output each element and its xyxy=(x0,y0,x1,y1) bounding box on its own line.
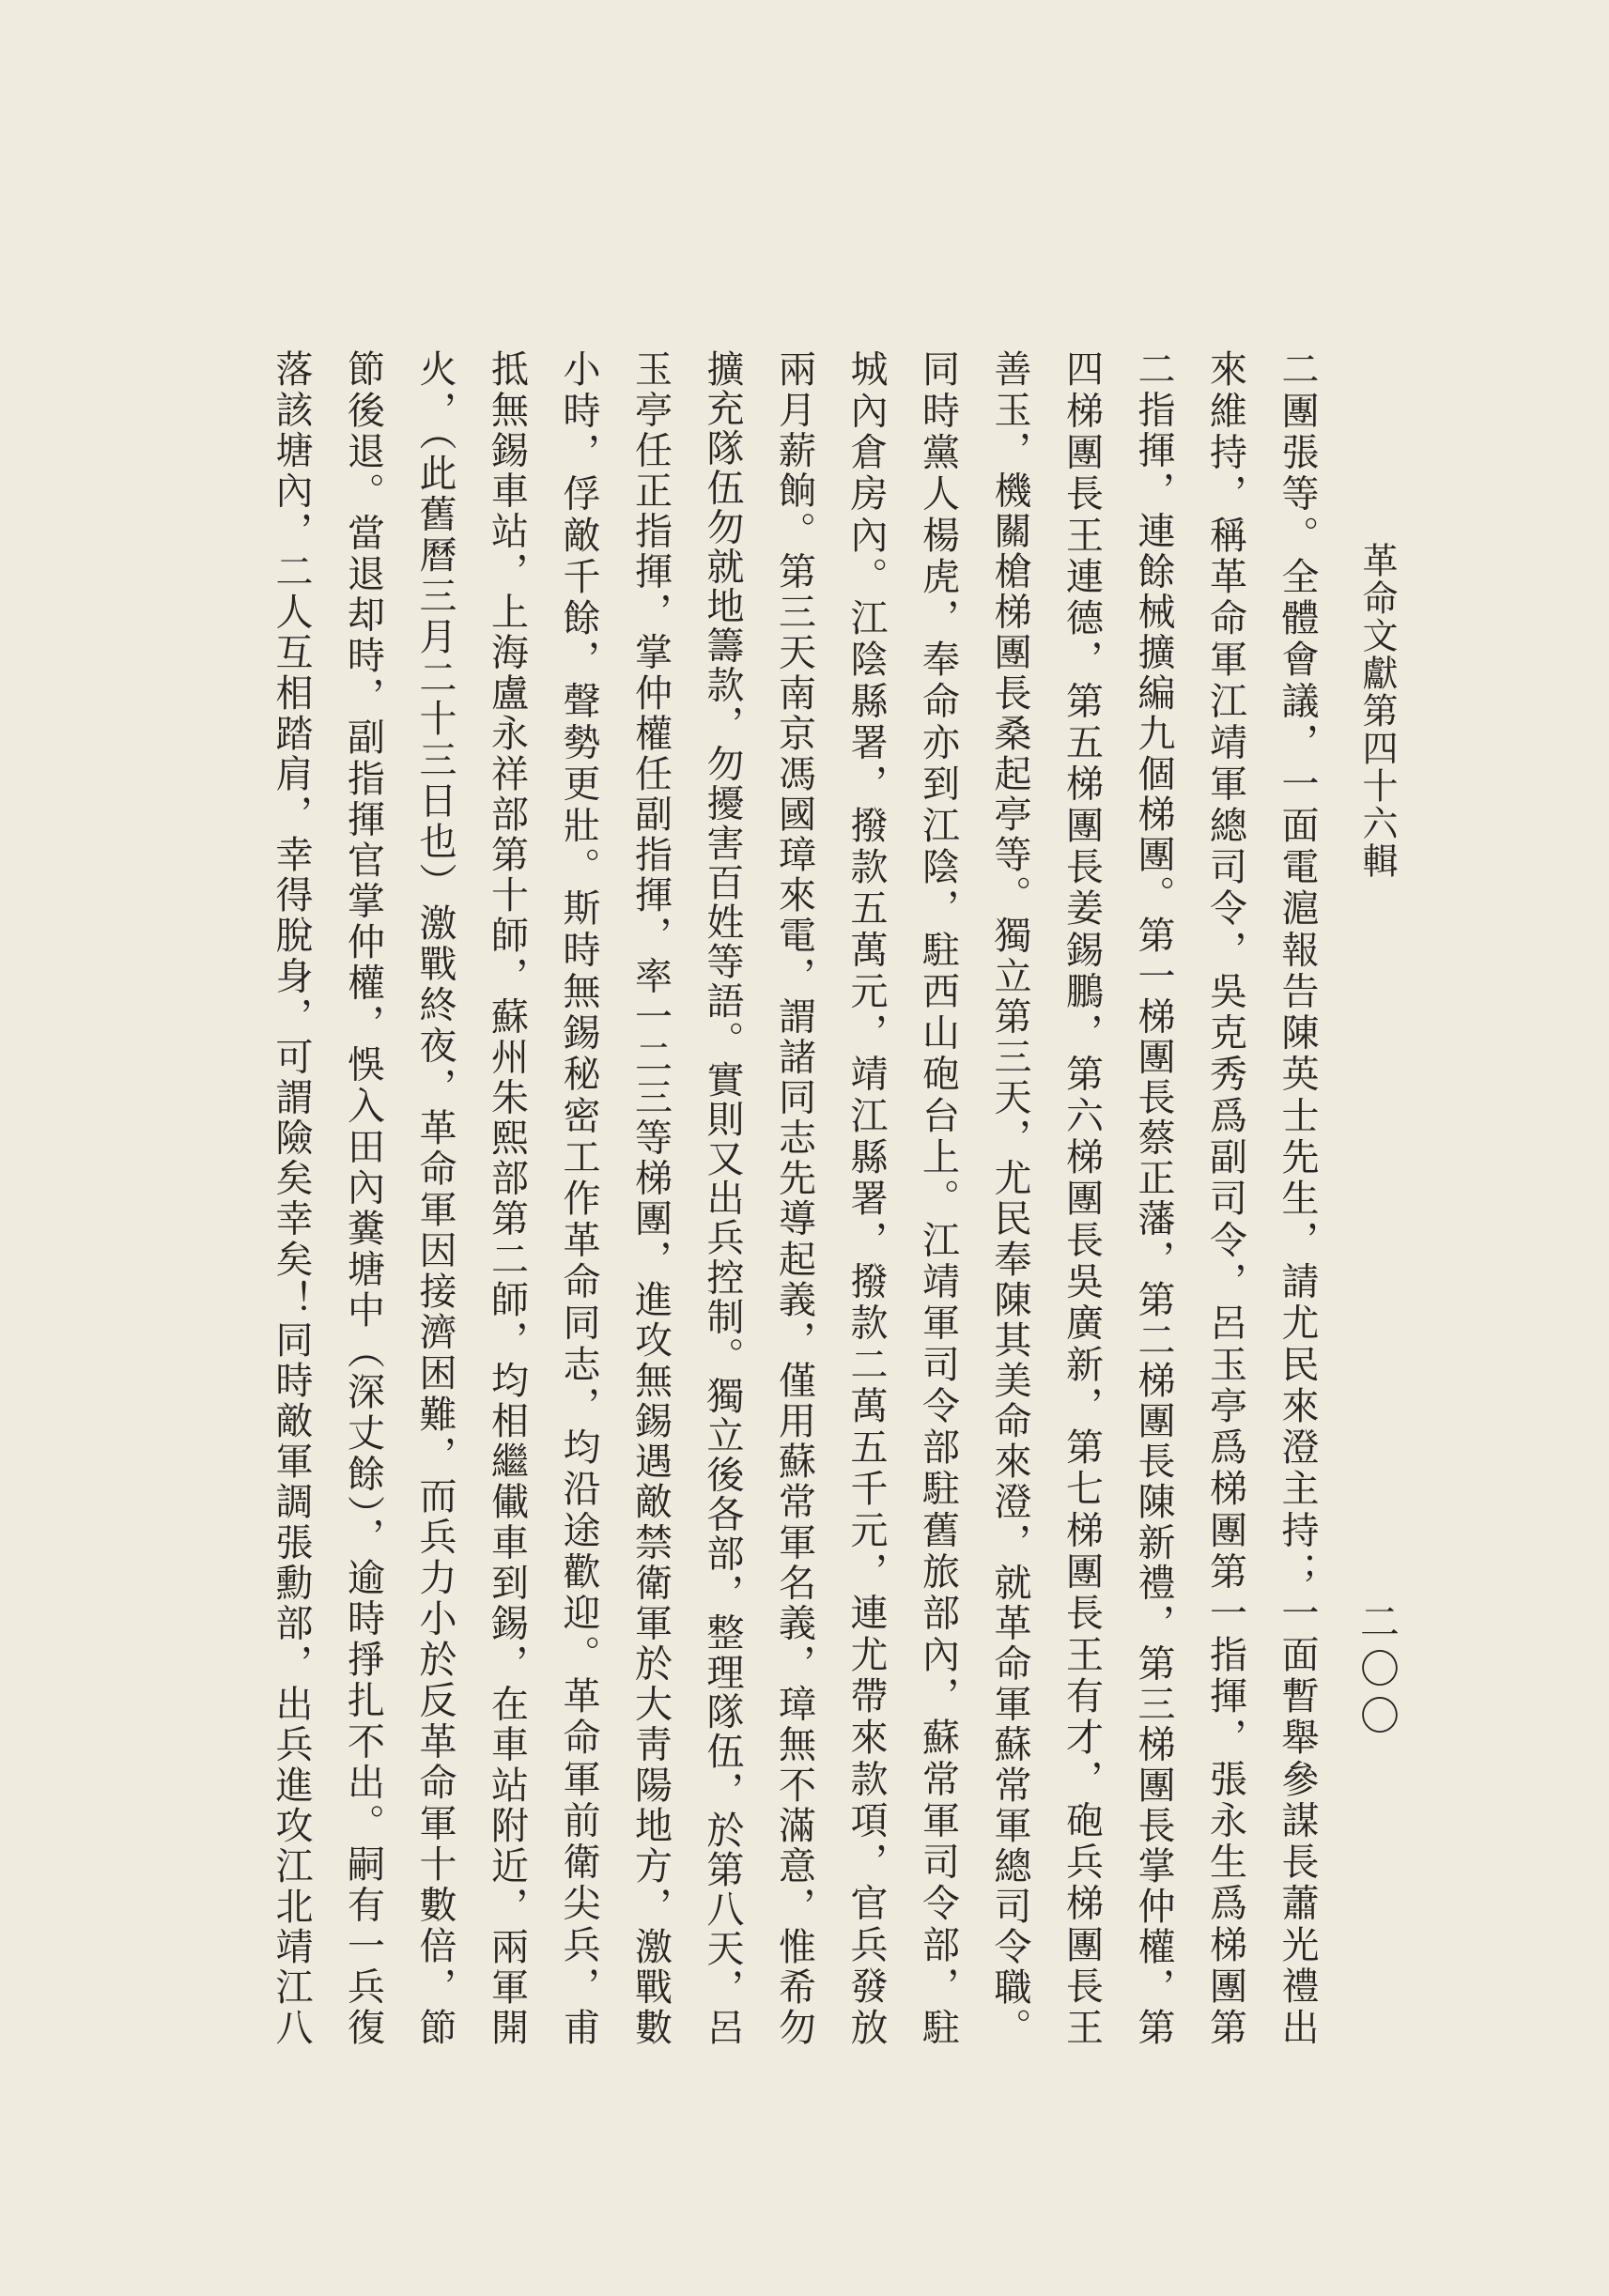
text-column: 來維持，稱革命軍江靖軍總司令，吳克秀爲副司令，呂玉亭爲梯團第一指揮，張永生爲梯團第 xyxy=(1203,349,1247,2045)
text-column: 節後退。當退却時，副指揮官掌仲權，悞入田內糞塘中（深丈餘），逾時掙扎不出。嗣有一兵復 xyxy=(341,349,385,2045)
text-column: 兩月薪餉。第三天南京馮國璋來電，謂諸同志先導起義，僅用蘇常軍名義，璋無不滿意，惟希勿 xyxy=(772,349,816,2045)
text-column: 城內倉房內。江陰縣署，撥款五萬元，靖江縣署，撥款二萬五千元，連尤帶來款項，官兵發放 xyxy=(844,349,888,2045)
book-title: 革命文獻第四十六輯 xyxy=(1356,542,1398,880)
text-column: 二團張等。全體會議，一面電滬報告陳英士先生，請尤民來澄主持；一面暫舉參謀長蕭光禮出 xyxy=(1276,349,1319,2045)
text-column: 同時黨人楊虎，奉命亦到江陰，駐西山砲台上。江靖軍司令部駐舊旅部內，蘇常軍司令部，駐 xyxy=(916,349,960,2045)
page-number: 二〇〇 xyxy=(1354,1601,1400,1742)
text-column: 抵無錫車站，上海盧永祥部第十師，蘇州朱熙部第二師，均相繼儎車到錫，在車站附近，兩軍開 xyxy=(485,349,529,2045)
text-column: 二指揮，連餘械擴編九個梯團。第一梯團長蔡正藩，第二梯團長陳新禮，第三梯團長掌仲權，第 xyxy=(1132,349,1175,2045)
text-column: 四梯團長王連德，第五梯團長姜錫鵬，第六梯團長吳廣新，第七梯團長王有才，砲兵梯團長王 xyxy=(1060,349,1104,2045)
body-text xyxy=(255,349,1333,2045)
text-column: 小時，俘敵千餘，聲勢更壯。斯時無錫秘密工作革命同志，均沿途歡迎。革命軍前衛尖兵，甫 xyxy=(557,349,600,2045)
text-column: 落該塘內，二人互相踏肩，幸得脫身，可謂險矣幸矣！同時敵軍調張勳部，出兵進攻江北靖江八 xyxy=(270,349,313,2045)
text-column: 玉亭任正指揮，掌仲權任副指揮，率一二三等梯團，進攻無錫遇敵禁衛軍於大靑陽地方，激戰數 xyxy=(628,349,673,2045)
text-column: 擴充隊伍勿就地籌款，勿擾害百姓等語。實則又出兵控制。獨立後各部，整理隊伍，於第八天，呂 xyxy=(701,349,744,2045)
text-column: 善玉，機關槍梯團長桑起亭等。獨立第三天，尤民奉陳其美命來澄，就革命軍蘇常軍總司令職。 xyxy=(988,349,1031,2045)
text-column: 火，（此舊曆三月二十三日也）激戰終夜，革命軍因接濟困難，而兵力小於反革命軍十數倍，節 xyxy=(413,349,456,2045)
